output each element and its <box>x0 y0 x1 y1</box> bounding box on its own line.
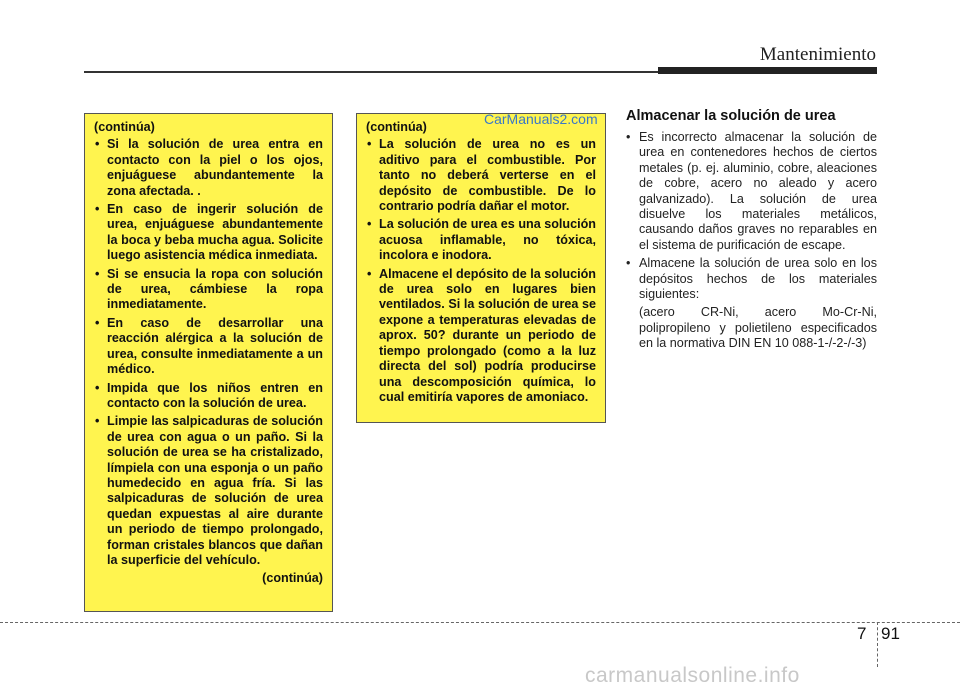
list-item: • Si la solución de urea entra en contacto con la piel o los ojos, enjuáguese abundantemente la zona afectada. . <box>95 137 323 198</box>
continua-label-bottom: (continúa) <box>262 571 323 586</box>
list-item: • En caso de ingerir solución de urea, enjuáguese abundantemente la boca y beba mucha agua. Solicite luego asistencia médica inmediata. <box>95 202 323 263</box>
warning-box-middle <box>356 113 606 423</box>
list-item: • Es incorrecto almacenar la solución de urea en contenedores hechos de ciertos metales (p. ej. aluminio, cobre, aleaciones de cobre, acero no aleado y acero galvanizado). La solución de urea disuelve los materiales metálicos, causando daños graves no reparables en el sistema de purificación de escape. <box>626 130 877 252</box>
list-item: • La solución de urea es una solución acuosa inflamable, no tóxica, incolora e inodora. <box>367 217 596 263</box>
list-item: • Impida que los niños entren en contacto con la solución de urea. <box>95 380 323 410</box>
header-rule-thin <box>84 71 660 73</box>
section-heading: Almacenar la solución de urea <box>626 108 836 124</box>
warning-list-left <box>94 137 323 568</box>
page-number-separator <box>877 622 878 667</box>
warning-list-middle <box>366 137 596 405</box>
page-number: 91 <box>881 624 900 643</box>
list-item: • Almacene el depósito de la solución de urea solo en lugares bien ventilados. Si la solución de urea se expone a temperaturas elevadas de aprox. 50? durante un periodo de tiempo prolongado (como a la luz directa del sol) podría producirse una descomposición química, lo cual emitiría vapores de amoniaco. <box>367 266 596 404</box>
continua-label-top: (continúa) <box>94 120 155 134</box>
storage-section <box>620 108 877 355</box>
chapter-number: 7 <box>857 624 867 643</box>
materials-note: (acero CR-Ni, acero Mo-Cr-Ni, polipropileno y polietileno especificados en la normativa DIN EN 10 088-1-/-2-/-3) <box>639 305 877 351</box>
list-item: • En caso de desarrollar una reacción alérgica a la solución de urea, consulte inmediatamente a un médico. <box>95 315 323 377</box>
list-item: • La solución de urea no es un aditivo para el combustible. Por tanto no deberá verterse en el depósito de combustible. De lo contrario podría dañar el motor. <box>367 137 596 214</box>
warning-box-left <box>84 113 333 612</box>
watermark-top: CarManuals2.com <box>484 111 598 127</box>
list-item: • Limpie las salpicaduras de solución de urea con agua o un paño. Si la solución de urea se ha cristalizado, límpiela con una esponja o un paño humedecido en agua fría. Si las salpicaduras de solución de urea quedan expuestas al aire durante un periodo de tiempo prolongado, forman cristales blancos que dañan la superficie del vehículo. <box>95 414 323 567</box>
header-title: Mantenimiento <box>759 44 876 65</box>
footer-divider <box>0 622 960 623</box>
storage-list <box>620 130 877 352</box>
continua-label-top: (continúa) <box>366 120 427 134</box>
watermark-bottom: carmanualsonline.info <box>585 664 800 687</box>
header-rule-thick <box>658 67 877 74</box>
list-item: • Si se ensucia la ropa con solución de urea, cámbiese la ropa inmediatamente. <box>95 266 323 312</box>
list-item: • Almacene la solución de urea solo en los depósitos hechos de los materiales siguientes: (acero CR-Ni, acero Mo-Cr-Ni, polipropileno y polietileno especificados en la normativa DIN EN 10 088-1-/-2-/-3) <box>626 256 877 351</box>
